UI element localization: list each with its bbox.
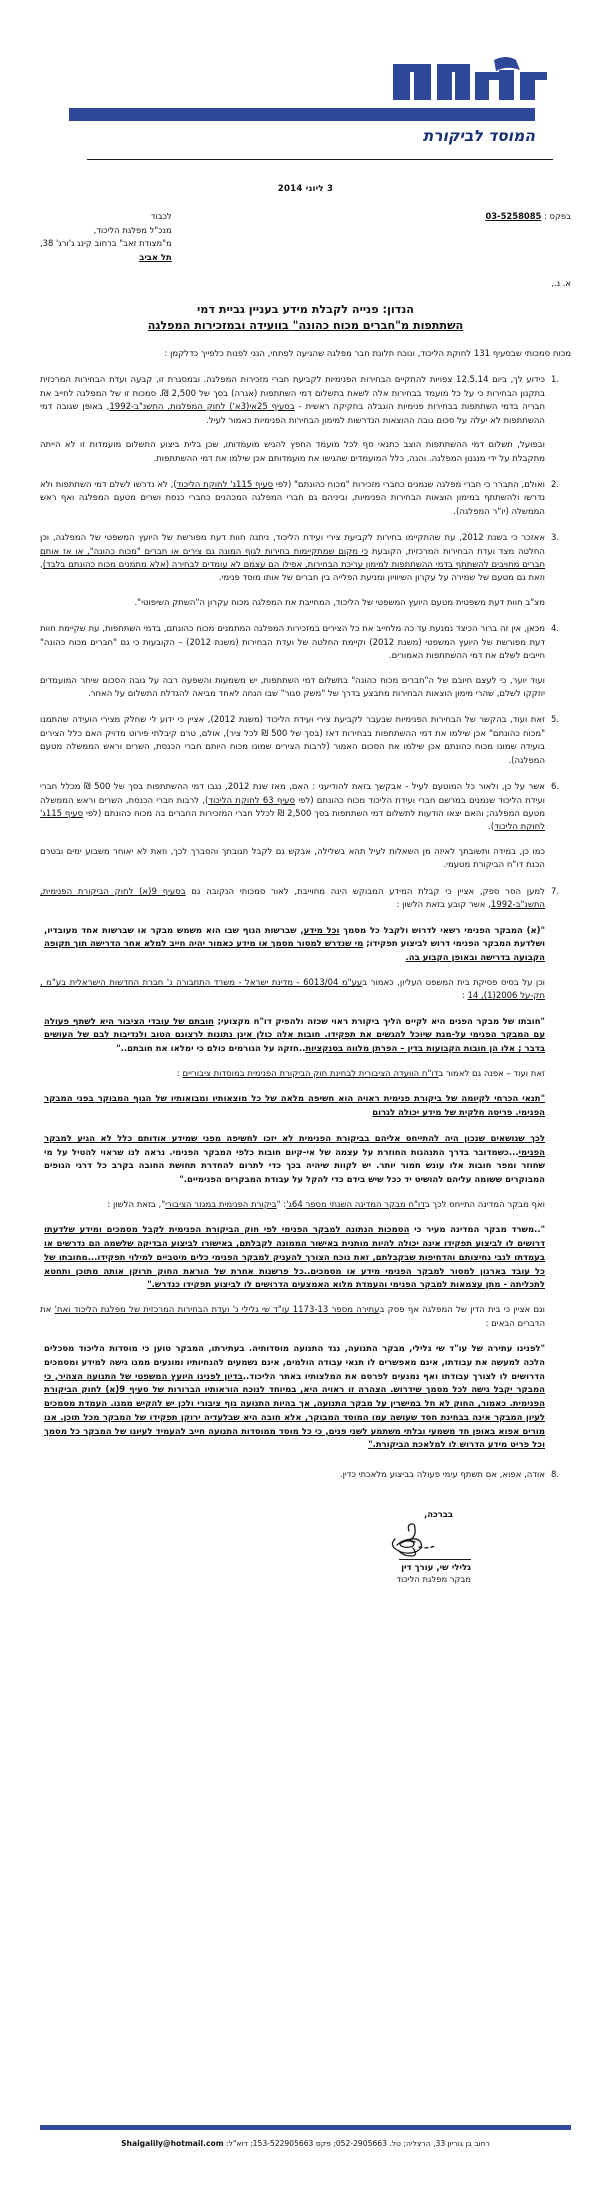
signer-name: גלילי שי, עורך דין <box>401 1562 471 1573</box>
clause-0-seg-0: כידוע לך, ביום 12.5.14 צפויות להתקיים הבחירות הפנימיות לקביעת חברי מזכירות המפלגה. ובמסגרת זו, קבעה ועדת הבחירות המרכזית בתקנון הבחירות כי על כל מועמד בבחירות אלה לשאת בתשלום דמי השתתפות (אגרה) בסך של 2,500 ₪. סמכות זו של המפלגה לחייב את חבריה בדמי השתתפות בבחירות פנימיות הוגבלה בחקיקה ראשית - <box>40 375 546 413</box>
clause-number: 1. <box>551 375 560 386</box>
clause-text <box>40 781 545 835</box>
clause-1-seg-0: ואולם, התברר כי חברי מפלגה שנמנים כחברי מזכירות "מכוח כהונתם" (לפי <box>273 479 545 490</box>
clause-7 <box>40 886 571 913</box>
quote-state-comptroller <box>40 1224 571 1293</box>
fax-number: 03-5258085 <box>485 211 542 221</box>
clause-number: 4. <box>551 624 560 635</box>
quote-internal-audit-law-seg-1: וכל מידע <box>303 925 340 936</box>
clause-3-fu-0-seg-0: ועוד יוער, כי לעצם חיובם של ה"חברים מכוח כהונה" בתשלום דמי השתתפות, יש משמעות והשפעה רבה על גובה הסכום שיתר המועמדים יוזקקו לשלם, שהרי מימון הוצאות הבחירות מתבצע בדרך של "משק סגור" שבו הנחה לאחד מביאה להגדלת התשלום על האחר. <box>40 675 545 700</box>
footer-address: רחוב בן גוריון 33, הרצליה; טל. 052-2905663; פקס 153-522905663; דוא"ל: <box>226 2139 490 2148</box>
clause-number: 7. <box>551 886 560 897</box>
clause-number: 2. <box>551 479 560 490</box>
quote-state-comptroller-seg-0: "..משרד מבקר המדינה מעיר כי <box>409 1225 545 1236</box>
clause-number: 3. <box>551 533 560 544</box>
signature-rule <box>399 1559 471 1560</box>
intro-public-committee-seg-2: : <box>176 1068 183 1079</box>
likud-logo-icon <box>387 52 553 107</box>
clause-number: 6. <box>551 782 560 793</box>
clause-4 <box>40 623 571 663</box>
clause-text <box>40 479 545 519</box>
intro-state-comptroller-seg-0: ואף מבקר המדינה התייחס לכך ב <box>424 1199 545 1210</box>
citation-supreme-court-seg-1: עע"מ 6013/04 - מדינת ישראל - משרד התחבורה נ' חברת החדשות הישראלית בע"מ , תק-על 2006(1), 14 <box>40 977 545 1002</box>
quote-supreme-court-seg-0: "חובתו של מבקר הפנים היא לקיים הליך ביקורת ראוי שכזה ולהפיק דו"ח מקצועי; <box>214 1016 545 1027</box>
clause-5-seg-2: ), לרבות חברי הכנסת, השרים וראש הממשלה מטעם המפלגה; והאם יצאו הודעות לתשלום דמי השתתפות בסך 2,500 ₪ לכלל חברי המזכירות החברים בה מכוח כהונתם (לפי <box>40 795 545 819</box>
clause-5-seg-4: ). <box>488 822 495 833</box>
intro-paragraph: מכוח סמכותי שבסעיף 131 לחוקת הליכוד, ונוכח תלונת חבר מפלגה שהגיעה לפתחי, הנני לפנות כלפייך כדלקמן : <box>164 349 571 360</box>
intro-party-court-seg-0: וגם אציין כי בית הדין של המפלגה אף פסק ב <box>379 1305 545 1316</box>
quote-public-committee-b <box>40 1133 571 1188</box>
clause-2-fu-0-seg-0: מצ"ב חוות דעת משפטית מטעם היועץ המשפטי של הליכוד, המחייבת את המפלגה מכוח עקרון ה"השתק השיפוטי". <box>134 597 545 608</box>
intro-state-comptroller-seg-1: דו"ח מבקר המדינה השנתי מספר 64ג' <box>286 1199 425 1210</box>
quote-internal-audit-law-seg-0: "(א) המבקר הפנימי רשאי לדרוש ולקבל כל מסמך <box>339 925 545 936</box>
intro-party-court <box>40 1304 571 1331</box>
clause-0-fu-0-seg-0: ובפועל, תשלום דמי ההשתתפות הוצב כתנאי סף לכל מועמד החפץ להגיש מועמדותו, שכן בלית ביצוע התשלום מועמדות זו לא הייתה מתקבלת על ידי מנגנון המפלגה. והנה, כלל המועמדים שהגישו את מועמדותם אכן שילמו את דמי ההשתתפות. <box>40 440 545 464</box>
citation-supreme-court <box>40 977 571 1004</box>
signature-block <box>40 1509 571 1584</box>
clause-5-fu-0-seg-0: כמו כן, במידה ותשובתך לאיזה מן השאלות לעיל תהא בשלילה, אבקש גם לקבל תגובתך והסברך לכך, וזאת לא יאוחר משבוע ימים ובטרם הכנת דו"ח הביקורת מטעמי. <box>40 846 545 871</box>
quote-public-committee-a-seg-0: "תנאי הכרחי לקיומה של ביקורת פנימית ראויה הוא חשיפה מלאה של כל מוצאותיו ומבואותיו של הגוף המבוקר בפני המבקר הפנימי. פריסה חלקית של מידע יכולה לגרום <box>44 1094 545 1119</box>
clause-number: 8. <box>551 1470 560 1481</box>
quote-party-court <box>40 1343 571 1453</box>
clause-6 <box>40 781 571 835</box>
subject-line-1: הנדון: פנייה לקבלת מידע בעניין גביית דמי <box>196 303 414 317</box>
quote-supreme-court-seg-2: ..חזקה על הגורמים כולם כי ימלאו את חובתם.." <box>116 1044 306 1055</box>
fax-block <box>485 210 571 221</box>
clause-2-seg-0: אאזכר כי בשנת 2012, עת שהתקיימו בחירות לקביעת צירי ועידת הליכוד, ניתנה חוות דעת מפורשת של היועץ המשפטי של המפלגה, וכן החלטה מצד ועדת הבחירות המרכזית, הקובעת <box>40 533 545 557</box>
clause-5 <box>40 714 571 768</box>
intro-state-comptroller <box>40 1199 571 1212</box>
recipient-block <box>40 210 172 264</box>
clause-5-seg-1: סעיף 63 לחוקת הליכוד <box>208 795 296 806</box>
intro-state-comptroller-seg-4: ", בזאת הלשון : <box>107 1199 166 1210</box>
clause-2-followup-0 <box>40 597 571 610</box>
handwritten-signature-icon <box>379 1521 475 1561</box>
clause-text <box>40 532 545 586</box>
clause-list <box>40 374 571 1482</box>
org-subtitle: המוסד לביקורת <box>422 127 535 145</box>
clause-1-seg-1: סעיף 115ג' לחוקת הליכוד <box>176 479 274 490</box>
footer-accent-bar <box>40 2125 571 2130</box>
recipient-line-2: מ"מצודת זאב" ברחוב קינג ג'ורג' 38, <box>40 238 172 249</box>
clause-6-seg-1: בסעיף 9(א) לחוק הביקורת הפנימית, התשנ"ב-1992 <box>40 886 545 911</box>
letter-date: 3 ליוני 2014 <box>277 184 334 194</box>
quote-internal-audit-law-seg-3: מי שנדרש למסור מסמך או מידע כאמור יהיה חייב למלא אחר הדרישה תוך תקופה הקבועה בדרישה ובאופן הקבוע בה. <box>44 939 545 964</box>
recipient-line-1: מנכ"ל מפלגת הליכוד, <box>93 224 172 235</box>
clause-text <box>40 374 545 428</box>
quote-internal-audit-law-seg-2: , שברשות הגוף שבו הוא משמש מבקר או שברשות אחד מעובדיו, ושלדעת המבקר הפנימי דרוש לביצוע תפקידו; <box>44 925 545 950</box>
footer-email[interactable]: Shaigalily@hotmail.com <box>121 2139 224 2148</box>
clause-number: 5. <box>551 715 560 726</box>
clause-0-seg-2: , באופן שגובה דמי ההשתתפות לא יעלה על סכום גובה ההוצאות הנדרשות למימון הבחירות הפנימיות כאמור לעיל. <box>40 402 545 426</box>
quote-party-court-seg-0: "לפנינו עתירה של עו"ד שי גלילי, מבקר התנועה, נגד התנועה מוסדותיה. בעתירתו, המבקר טוען כי מוסדות הליכוד מסכלים הלכה למעשה את עבודתו, אינם מאפשרים לו תנאי עבודה הולמים, אינם נשמעים להנחיותיו ומונעים ממנו גישה למידע ומסמכים הדרושים לו לצורך עבודתו ואף נמנעים לפרסם את המלצותיו באתר הליכוד.. <box>44 1344 545 1382</box>
citation-supreme-court-seg-2: : <box>461 991 468 1002</box>
intro-state-comptroller-seg-2: : " <box>276 1199 287 1210</box>
logo-accent-bar <box>69 108 535 121</box>
quote-supreme-court <box>40 1016 571 1057</box>
clause-5-seg-3: סעיף 115ג' לחוקת הליכוד <box>40 808 545 833</box>
clause-0-seg-1: בסעיף 25אי(3א') לחוק המפלגות, התשנ"ב-1992 <box>109 402 295 413</box>
clause-3-seg-0: מכאן, אין זה ברור הכיצד נמנעת עד כה מלחייב את כל הצירים במזכירות המפלגה המתמנים מכוח כהונתם, בדמי השתתפות, עת שקיימת חוות דעת מפורשת של היועץ המשפטי (משנת 2012) וקיימת החלטה של ועדת הבחירות (משנת 2012) – הקובעות כי גם "חברים מכוח כהונה" חייבים לשלם את דמי ההשתתפות האמורים. <box>40 624 546 662</box>
intro-public-committee-seg-0: זאת ועוד – אפנה גם לאמור ב <box>438 1068 545 1079</box>
subject-heading <box>40 302 571 334</box>
clause-text <box>40 714 545 768</box>
quote-public-committee-b-seg-1: ...כשמדובר בדרך התנהגות החוזרת על עצמה של אי-קיום חובות כלפי המבקר הפנימי. נראה לנו שראוי להטיל על מי שחוזר ומפר חובות אלו עונש חמור יותר. יש לקוות שיהיה בכך כדי לתרום להחדרת תחושת החובה בקרב כל דרגי הגופים המבוקרים ששומה עליהם להושיט יד ככל שיש בידם כדי להקל על עבודת המבקרים הפנימיים." <box>44 1147 545 1186</box>
clause-3-followup-0 <box>40 675 571 702</box>
clause-8 <box>40 1469 571 1482</box>
fax-label: בפקס : <box>544 211 571 221</box>
clause-5-followup-0 <box>40 846 571 873</box>
clause-2 <box>40 479 571 519</box>
recipient-to-label: לכבוד <box>150 211 172 221</box>
intro-party-court-seg-2: את הדברים הבאים : <box>40 1305 545 1329</box>
quote-state-comptroller-seg-1: הסמכות הנתונה למבקר הפנימי לפי חוק הביקורת הפנימית לקבל מסמכים ומידע שלדעתו דרושים לו לביצוע תפקידו אינה יכולה להיות מותנית באישור הממונה לקבלתם, באישורו לביצוע הבדיקה שלשמה הם נדרשים או בעמדתו לגבי נחיצותם והדחיפות שבקבלתם, זאת נוכח הצורך להעניק למבקר הפנימי כלים מיטביים למילוי תפקידו...מחובתו של כל עובד בארגון למסור למבקר הפנימי מידע או מסמכים..כל פרשנות אחרת של הוראת החוק תרוקן אותה מתוכן ותחטא לתכליתה - מתן עצמאות למבקר הפנימי והעמדת מלוא האמצעים הדרושים לו לביצוע תפקידו כנדרש." <box>44 1225 545 1291</box>
salutation: א. נ., <box>551 278 571 289</box>
clause-2-seg-1: כי מקום שמתקיימות בחירות לגוף המונה גם צירים או חברים "מכוח כהונה", או אז אותם חברים מחויבים להשתתף בדמי ההשתתפות למימון עריכת הבחירות, אפילו הם עצמם לא עומדים לבחירה (אלא מתמנים מכוח כהונתם בלבד) <box>40 546 545 571</box>
clause-5-seg-0: אשר על כן, ולאור כל המוטעם לעיל - אבקשך בזאת להודיעני : האם, מאז שנת 2012, נגבו דמי ההשתתפות בסך של 500 ₪ מכלל חברי ועידת הליכוד שנמנים במרשם חברי ועידת הליכוד מכוח כהונתם (לפי <box>40 782 545 806</box>
clause-4-seg-0: זאת ועוד, בהקשר של הבחירות הפנימיות שבעבר לקביעת צירי ועידת הליכוד (משנת 2012), אציין כי ידוע לי שחלק מצירי הועידה שהתמנו "מכוח כהונתם" אכן שילמו את דמי ההשתתפות בבחירות דאז (בסך של 500 ₪ לכל ציר), אולם, טרם קיבלתי פירוט מדויק האם כלל הצירים בועידה שמונו מכוח כהונתם אכן שילמו את הסכום האמור (לרבות הצירים שמונו מכוח היותם חברי הכנסת, השרים וראש הממשלה מטעם המפלגה). <box>40 715 546 766</box>
subject-line-2: השתתפות מ"חברים מכוח כהונה" בוועידה ובמזכירות המפלגה <box>147 319 464 333</box>
letterhead <box>40 0 571 162</box>
clause-1-seg-2: ), לא נדרשו לשלם דמי השתתפות ולא נדרשו ולהשתתף במימון הוצאות הבחירות הפנימיות, וביניהם גם חברי המפלגה המכהנים כחברי כנסת ושרים מטעם המפלגה ואף ראש הממשלה (יו"ר המפלגה). <box>40 479 545 517</box>
clause-6-seg-0: למען הסר ספק, אציין כי קבלת המידע המבוקש הינה מחוייבת, לאור סמכותי הנקובה גם <box>185 886 545 897</box>
header-divider <box>87 159 553 160</box>
clause-text <box>40 886 545 913</box>
quote-supreme-court-seg-1: חובתם של עובדי הציבור היא לשתף פעולה עם המבקר הפנימי על-מנת שיוכל להגשים את תפקידו. חובות אלה כולן אינן נתונות לרצונם הטוב ולנדיבות לבם של העושים בדבר ; אלו הן חובות הקבועות בדין – הפרתן מלווה בסנקציות <box>44 1016 545 1055</box>
address-row <box>40 210 571 264</box>
quote-public-committee-b-seg-0: לכך שנושאים שנכון היה להתייחס אליהם בביקורת הפנימית לא יזכו לחשיפה מפני שמידע אודותם כלל לא הגיע למבקר הפנימי <box>44 1133 545 1158</box>
clause-3 <box>40 532 571 586</box>
clause-6-seg-2: , אשר קובע בזאת הלשון : <box>396 900 491 911</box>
quote-internal-audit-law <box>40 925 571 966</box>
clause-text <box>40 623 545 663</box>
clause-text: אודה, אפוא, אם תשתף עימי פעולה בביצוע מלאכתי כדין. <box>339 1470 545 1481</box>
likud-logo <box>40 52 571 145</box>
footer-contact <box>40 2139 571 2148</box>
clause-2-seg-2: , וזאת גם מטעם של שמירה על עקרון השיוויון ומניעת הפלייה בין חברים של אותו מוסד פנימי. <box>40 560 545 584</box>
citation-supreme-court-seg-0: וכן על בסיס פסיקת בית המשפט העליון, כאמור ב <box>362 977 546 988</box>
quote-party-court-seg-1: בדיון לפנינו היועץ המשפטי של התנועה הצהיר, כי המבקר יקבל גישה לכל מסמך שידרוש. הצהרה זו ראויה היא, במיוחד לנוכח הוראותיו הברורות של סעיף 9(א) לחוק הביקורת הפנימית. כאמור, החוק לא חל במישרין על מבקר התנועה, אך בהיות התנועה גוף ציבורי ולכן יש להקיש ממנו. העמדת מסמכים לעיון המבקר אינה בבחינת חסד שעושה עמו המוסד המבוקר, אלא חובה היא שבלעדיה ירוקן תפקידו של המבקר מכל תוכן. אנו מורים אפוא באופן חד משמעי ובלתי משתמע לשני פנים, כי כל מוסד ממוסדות התנועה חייב להעמיד לעיונו של המבקר כל מסמך וכל פריט מידע הדרוש לו למלאכת הביקורת." <box>44 1371 545 1451</box>
footer <box>40 2125 571 2148</box>
signature-regards: בברכה, <box>424 1508 453 1519</box>
signer-role: מבקר מפלגת הליכוד <box>396 1573 471 1584</box>
intro-public-committee-seg-1: דו"ח הוועדה הציבורית לבחינת חוק הביקורת הפנימית במוסדות ציבוריים <box>182 1068 439 1079</box>
recipient-city: תל אביב <box>139 251 172 262</box>
intro-public-committee <box>40 1068 571 1081</box>
clause-1 <box>40 374 571 428</box>
intro-state-comptroller-seg-3: ביקורת הפנימית במגזר הציבורי <box>165 1199 277 1210</box>
quote-public-committee-a <box>40 1093 571 1121</box>
clause-0-followup-0 <box>40 439 571 466</box>
intro-party-court-seg-1: עתירה מספר 1173-13 עו"ד שי גלילי נ' ועדת הבחירות המרכזית של מפלגת הליכוד ואח' <box>54 1305 380 1316</box>
